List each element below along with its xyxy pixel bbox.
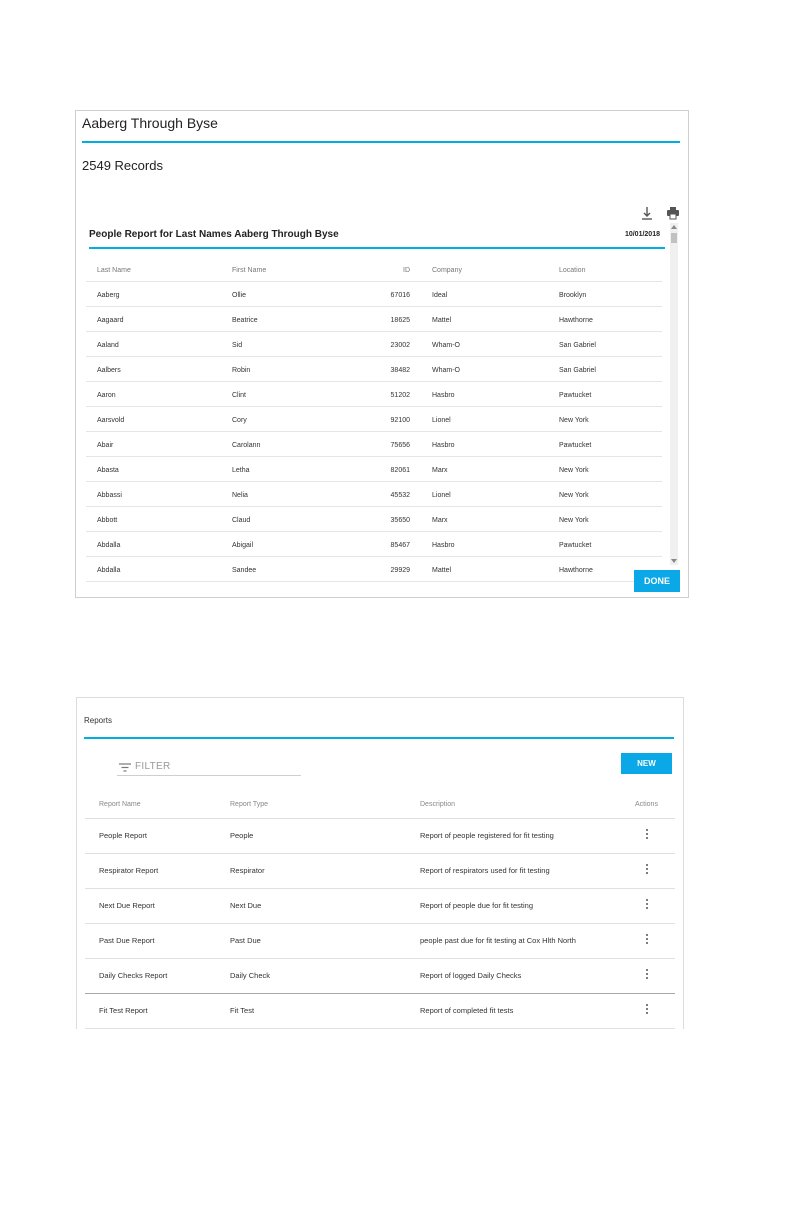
table-cell: Next Due [230,901,262,910]
table-cell: Sid [232,342,243,349]
record-count: 2549 Records [82,158,163,173]
table-header-row [85,795,675,819]
title-divider [82,141,680,143]
table-cell: Aaland [97,342,119,349]
table-cell: Ideal [432,292,448,299]
table-cell: Respirator [230,866,265,875]
table-row [86,432,662,457]
table-cell: New York [559,467,589,474]
people-table [86,257,662,582]
table-cell: Hawthorne [559,317,593,324]
table-cell: Ollie [232,292,247,299]
table-cell: 29929 [390,567,410,574]
filter-placeholder: FILTER [135,761,171,772]
column-header: Actions [635,801,658,808]
table-row [86,332,662,357]
report-date: 10/01/2018 [624,231,660,238]
table-cell: Aaron [97,392,116,399]
table-cell: Report of logged Daily Checks [420,971,522,980]
table-cell: Letha [232,467,250,474]
table-header-row [86,257,662,282]
table-row [86,557,662,582]
table-row [86,457,662,482]
table-cell: San Gabriel [559,342,596,349]
scroll-down-arrow-icon[interactable] [671,559,677,563]
report-divider [89,247,665,249]
table-cell: people past due for fit testing at Cox Hlth North [420,936,576,945]
table-row [86,482,662,507]
table-row [86,307,662,332]
table-row [86,407,662,432]
table-row [86,382,662,407]
table-cell: Fit Test Report [99,1006,148,1015]
table-cell: Abasta [97,467,119,474]
table-cell: 38482 [390,367,410,374]
table-cell: Mattel [432,317,452,324]
table-cell: Marx [432,467,448,474]
table-cell: Wham-O [432,342,460,349]
table-row[interactable] [85,924,675,959]
filter-input[interactable] [117,760,301,776]
table-cell: People [230,831,254,840]
table-cell: Wham-O [432,367,460,374]
table-cell: 85467 [390,542,410,549]
table-row[interactable] [85,854,675,889]
table-cell: New York [559,517,589,524]
table-cell: Report of people registered for fit testing [420,831,554,840]
table-row [86,507,662,532]
table-cell: Pawtucket [559,442,592,449]
table-row [86,282,662,307]
table-cell: Abbassi [97,492,122,499]
table-cell: 18625 [390,317,410,324]
table-cell: Abbott [97,517,118,524]
scroll-up-arrow-icon[interactable] [671,225,677,229]
table-row [86,532,662,557]
more-actions-icon[interactable] [645,969,649,981]
dialog-title: Aaberg Through Byse [82,115,218,131]
table-cell: 35650 [390,517,410,524]
table-cell: Robin [232,367,251,374]
table-cell: New York [559,417,589,424]
table-cell: Abdalla [97,567,121,574]
table-cell: Daily Checks Report [99,971,168,980]
more-actions-icon[interactable] [645,864,649,876]
table-cell: Aalbers [97,367,121,374]
table-cell: Abigail [232,542,254,549]
report-title: People Report for Last Names Aaberg Through Byse [89,229,339,240]
more-actions-icon[interactable] [645,934,649,946]
more-actions-icon[interactable] [645,1004,649,1016]
table-cell: Mattel [432,567,452,574]
table-row [86,357,662,382]
scroll-thumb[interactable] [671,233,677,243]
table-cell: Abair [97,442,114,449]
table-cell: Respirator Report [99,866,159,875]
table-cell: 67016 [390,292,410,299]
report-viewer [86,223,668,574]
table-cell: 23002 [390,342,410,349]
table-cell: Clint [232,392,247,399]
column-header: Company [432,267,462,274]
table-cell: Fit Test [230,1006,255,1015]
page-title: Reports [84,716,113,725]
table-cell: Lionel [432,417,451,424]
table-cell: 75656 [390,442,410,449]
table-cell: Next Due Report [99,901,155,910]
print-icon[interactable] [666,206,680,220]
records-dialog [75,110,689,598]
table-cell: Carolann [232,442,261,449]
table-cell: Beatrice [232,317,258,324]
reports-table [85,795,675,1029]
new-report-button[interactable]: NEW [621,753,672,774]
table-cell: Aarsvold [97,417,125,424]
table-cell: Aagaard [97,317,124,324]
table-cell: Brooklyn [559,292,587,299]
column-header: Report Type [230,801,269,808]
table-cell: Aaberg [97,292,120,299]
table-cell: 82061 [390,467,410,474]
table-cell: 51202 [390,392,410,399]
column-header: First Name [232,267,267,274]
table-cell: New York [559,492,589,499]
table-cell: Sandee [232,567,257,574]
table-cell: Report of completed fit tests [420,1006,514,1015]
filter-icon [119,763,131,772]
download-icon[interactable] [640,206,654,220]
table-cell: Abdalla [97,542,121,549]
table-cell: Hasbro [432,542,455,549]
more-actions-icon[interactable] [645,899,649,911]
table-cell: Lionel [432,492,451,499]
table-row[interactable] [85,819,675,854]
table-cell: Report of respirators used for fit testing [420,866,550,875]
table-cell: San Gabriel [559,367,596,374]
column-header: Last Name [97,267,131,274]
table-cell: Daily Check [230,971,271,980]
column-header: ID [403,267,410,274]
table-row[interactable] [85,959,675,994]
report-scrollbar[interactable] [670,223,678,565]
table-cell: Pawtucket [559,392,592,399]
table-cell: Hasbro [432,442,455,449]
more-actions-icon[interactable] [645,829,649,841]
title-divider [84,737,674,739]
table-cell: 45532 [390,492,410,499]
table-cell: Hasbro [432,392,455,399]
reports-panel [76,697,684,1029]
column-header: Report Name [99,801,141,808]
column-header: Location [559,267,586,274]
table-cell: Past Due [230,936,261,945]
table-row[interactable] [85,994,675,1029]
table-cell: Marx [432,517,448,524]
table-cell: Report of people due for fit testing [420,901,533,910]
table-cell: Hawthorne [559,567,593,574]
table-cell: Cory [232,417,247,424]
table-cell: Claud [232,517,251,524]
table-cell: People Report [99,831,147,840]
column-header: Description [420,801,456,808]
done-button[interactable]: DONE [634,570,680,592]
table-row[interactable] [85,889,675,924]
table-cell: Pawtucket [559,542,592,549]
table-cell: Nelia [232,492,248,499]
table-cell: 92100 [390,417,410,424]
table-cell: Past Due Report [99,936,155,945]
